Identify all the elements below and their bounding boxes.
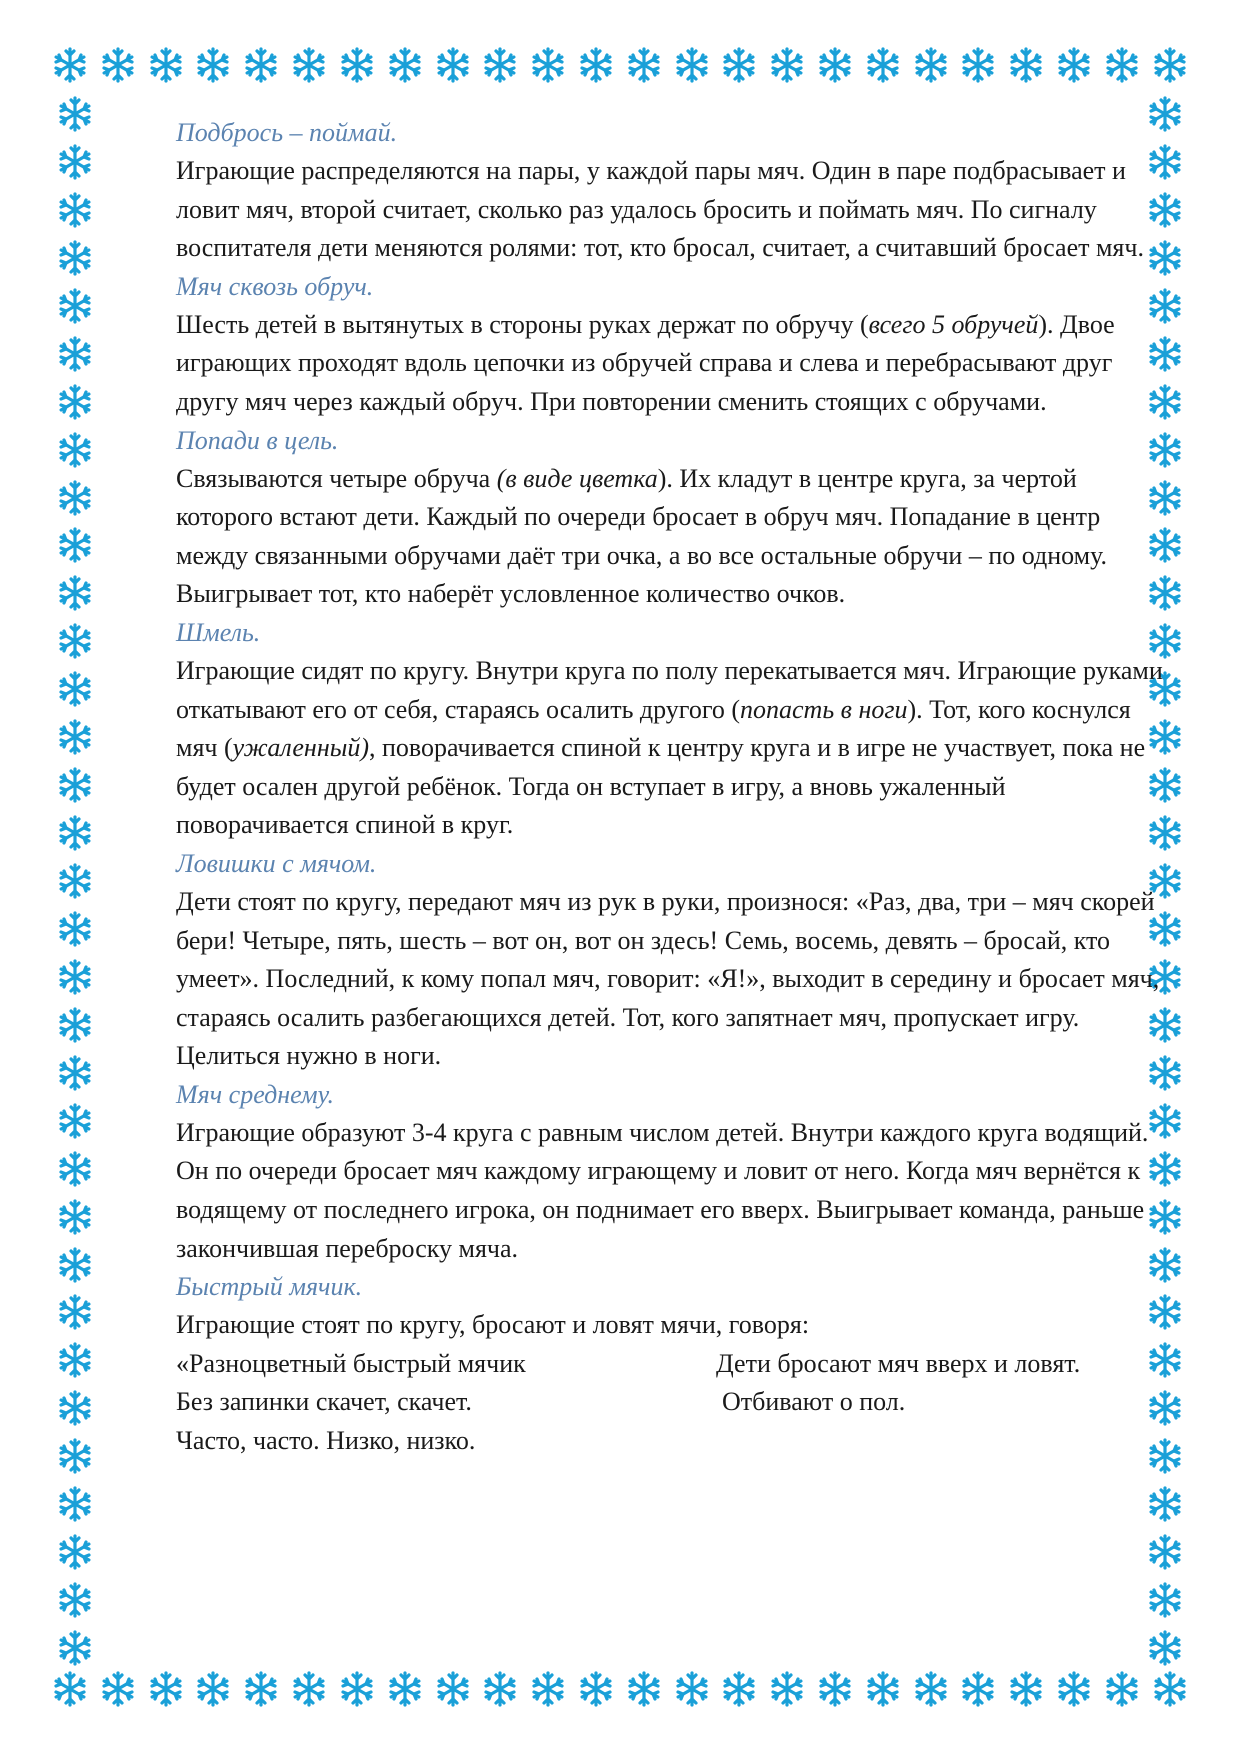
snowflake-icon bbox=[57, 1438, 93, 1474]
snowflake-icon bbox=[482, 1671, 518, 1707]
snowflake-icon bbox=[195, 1671, 231, 1707]
snowflake-icon bbox=[57, 1247, 93, 1283]
snowflake-icon bbox=[52, 1671, 88, 1707]
section-text bbox=[176, 306, 1166, 422]
snowflake-icon bbox=[57, 1151, 93, 1187]
snowflake-icon bbox=[1056, 1671, 1092, 1707]
snowflake-icon bbox=[57, 1342, 93, 1378]
snowflake-icon bbox=[57, 336, 93, 372]
snowflake-icon bbox=[482, 47, 518, 83]
verse-action: Дети бросают мяч вверх и ловят. bbox=[716, 1348, 1081, 1378]
snowflake-icon bbox=[57, 575, 93, 611]
snowflake-icon bbox=[913, 1671, 949, 1707]
snowflake-icon bbox=[52, 47, 88, 83]
snowflake-icon bbox=[817, 47, 853, 83]
snowflake-icon bbox=[57, 288, 93, 324]
snowflake-icon bbox=[57, 432, 93, 468]
snowflake-icon bbox=[291, 1671, 327, 1707]
snowflake-icon bbox=[57, 1103, 93, 1139]
text-run: Играющие сидят по кругу. Внутри круга по полу перекатывается мяч. Играющие руками откатывают его от себя, стараясь осалить другого ( bbox=[176, 655, 1163, 724]
snowflake-icon bbox=[57, 767, 93, 803]
snowflake-icon bbox=[57, 1630, 93, 1666]
snowflake-icon bbox=[769, 1671, 805, 1707]
snowflake-icon bbox=[1147, 1486, 1183, 1522]
verse-line bbox=[176, 1345, 1166, 1384]
snowflake-icon bbox=[578, 1671, 614, 1707]
section-title: Попади в цель. bbox=[176, 425, 339, 455]
section-title: Ловишки с мячом. bbox=[176, 848, 377, 878]
snowflake-icon bbox=[100, 47, 136, 83]
snowflake-icon bbox=[913, 47, 949, 83]
snowflake-icon bbox=[57, 1582, 93, 1618]
verse-line bbox=[176, 1383, 1166, 1422]
snowflake-icon bbox=[674, 1671, 710, 1707]
snowflake-icon bbox=[339, 47, 375, 83]
snowflake-icon bbox=[387, 47, 423, 83]
border-top bbox=[52, 42, 1188, 88]
text-emphasis: попасть в ноги bbox=[740, 694, 908, 724]
section-title: Мяч среднему. bbox=[176, 1079, 335, 1109]
snowflake-icon bbox=[769, 47, 805, 83]
snowflake-icon bbox=[57, 1199, 93, 1235]
snowflake-icon bbox=[530, 47, 566, 83]
snowflake-icon bbox=[57, 815, 93, 851]
snowflake-icon bbox=[1104, 47, 1140, 83]
snowflake-icon bbox=[817, 1671, 853, 1707]
snowflake-icon bbox=[57, 623, 93, 659]
section-title: Шмель. bbox=[176, 617, 261, 647]
snowflake-icon bbox=[1147, 1582, 1183, 1618]
text-emphasis: (в виде цветка bbox=[496, 463, 658, 493]
verse-text: «Разноцветный быстрый мячик bbox=[176, 1348, 526, 1378]
snowflake-icon bbox=[57, 1007, 93, 1043]
text-emphasis: ужаленный) bbox=[232, 733, 369, 763]
section-text: Дети стоят по кругу, передают мяч из рук в руки, произнося: «Раз, два, три – мяч скорей бери! Четыре, пять, шесть – вот он, вот он здесь! Семь, восемь, девять – бросай, кто умеет». Последний, к кому попал мяч, говорит: «Я!», выходит в середину и бросает мяч, стараясь осалить разбегающихся детей. Тот, кого запятнает мяч, пропускает игру. Целиться нужно в ноги. bbox=[176, 886, 1160, 1071]
text-run: ). Двое играющих проходят вдоль цепочки из обручей справа и слева и перебрасывают друг другу мяч через каждый обруч. При повторении сменить стоящих с обручами. bbox=[176, 309, 1115, 416]
text-run: Связываются четыре обруча bbox=[176, 463, 497, 493]
section-text: Играющие распределяются на пары, у каждой пары мяч. Один в паре подбрасывает и ловит мяч, второй считает, сколько раз удалось бросить и поймать мяч. По сигналу воспитателя дети меняются ролями: тот, кто бросал, считает, а считавший бросает мяч. bbox=[176, 156, 1144, 263]
snowflake-icon bbox=[57, 1294, 93, 1330]
snowflake-icon bbox=[339, 1671, 375, 1707]
section-text bbox=[176, 460, 1166, 614]
snowflake-icon bbox=[1008, 47, 1044, 83]
text-run: Шесть детей в вытянутых в стороны руках держат по обручу ( bbox=[176, 309, 869, 339]
snowflake-icon bbox=[57, 527, 93, 563]
snowflake-icon bbox=[387, 1671, 423, 1707]
snowflake-icon bbox=[57, 144, 93, 180]
snowflake-icon bbox=[57, 719, 93, 755]
snowflake-icon bbox=[57, 1390, 93, 1426]
text-run: , поворачивается спиной к центру круга и в игре не участвует, пока не будет осален другой ребёнок. Тогда он вступает в игру, а вновь ужаленный поворачивается спиной в круг. bbox=[176, 733, 1146, 840]
verse-line bbox=[176, 1422, 1166, 1461]
snowflake-icon bbox=[57, 1055, 93, 1091]
text-run: ). Их кладут в центре круга, за чертой которого встают дети. Каждый по очереди бросает в обруч мяч. Попадание в центр между связанными обручами даёт три очка, а во все остальные обручи – по одному. Выигрывает тот, кто наберёт условленное количество очков. bbox=[176, 463, 1107, 609]
snowflake-icon bbox=[195, 47, 231, 83]
snowflake-icon bbox=[57, 384, 93, 420]
snowflake-icon bbox=[57, 863, 93, 899]
snowflake-icon bbox=[865, 47, 901, 83]
section-text bbox=[176, 652, 1166, 845]
snowflake-icon bbox=[1147, 1630, 1183, 1666]
snowflake-icon bbox=[243, 47, 279, 83]
snowflake-icon bbox=[960, 1671, 996, 1707]
section-text: Играющие стоят по кругу, бросают и ловят мячи, говоря: bbox=[176, 1310, 810, 1340]
snowflake-icon bbox=[1147, 1534, 1183, 1570]
verse-text: Часто, часто. Низко, низко. bbox=[176, 1426, 476, 1456]
snowflake-icon bbox=[578, 47, 614, 83]
snowflake-icon bbox=[57, 1534, 93, 1570]
snowflake-icon bbox=[674, 47, 710, 83]
snowflake-icon bbox=[960, 47, 996, 83]
snowflake-icon bbox=[243, 1671, 279, 1707]
verse-text: Без запинки скачет, скачет. bbox=[176, 1387, 472, 1417]
snowflake-icon bbox=[57, 911, 93, 947]
snowflake-icon bbox=[1152, 47, 1188, 83]
snowflake-icon bbox=[57, 1486, 93, 1522]
text-run: ). Тот, кого коснулся мяч ( bbox=[176, 694, 1131, 763]
snowflake-icon bbox=[291, 47, 327, 83]
snowflake-icon bbox=[530, 1671, 566, 1707]
snowflake-icon bbox=[435, 47, 471, 83]
text-emphasis: всего 5 обручей bbox=[868, 309, 1039, 339]
section-title: Мяч сквозь обруч. bbox=[176, 271, 374, 301]
snowflake-icon bbox=[865, 1671, 901, 1707]
snowflake-icon bbox=[1008, 1671, 1044, 1707]
snowflake-icon bbox=[1104, 1671, 1140, 1707]
snowflake-icon bbox=[721, 1671, 757, 1707]
section-text: Играющие образуют 3-4 круга с равным числом детей. Внутри каждого круга водящий. Он по очереди бросает мяч каждому играющему и ловит от него. Когда мяч вернётся к водящему от последнего игрока, он поднимает его вверх. Выигрывает команда, раньше закончившая переброску мяча. bbox=[176, 1117, 1149, 1263]
snowflake-icon bbox=[100, 1671, 136, 1707]
snowflake-icon bbox=[57, 96, 93, 132]
snowflake-icon bbox=[57, 240, 93, 276]
snowflake-icon bbox=[721, 47, 757, 83]
snowflake-icon bbox=[57, 480, 93, 516]
section-title: Быстрый мячик. bbox=[176, 1272, 363, 1302]
snowflake-icon bbox=[1152, 1671, 1188, 1707]
snowflake-icon bbox=[148, 47, 184, 83]
snowflake-icon bbox=[57, 671, 93, 707]
border-left bbox=[52, 96, 98, 1666]
border-bottom bbox=[52, 1666, 1188, 1712]
snowflake-icon bbox=[626, 47, 662, 83]
page-content bbox=[176, 114, 1166, 1461]
snowflake-icon bbox=[1056, 47, 1092, 83]
snowflake-icon bbox=[57, 959, 93, 995]
section-title: Подбрось – поймай. bbox=[176, 118, 398, 147]
snowflake-icon bbox=[57, 192, 93, 228]
snowflake-icon bbox=[435, 1671, 471, 1707]
snowflake-icon bbox=[148, 1671, 184, 1707]
verse-action: Отбивают о пол. bbox=[722, 1387, 906, 1417]
snowflake-icon bbox=[626, 1671, 662, 1707]
